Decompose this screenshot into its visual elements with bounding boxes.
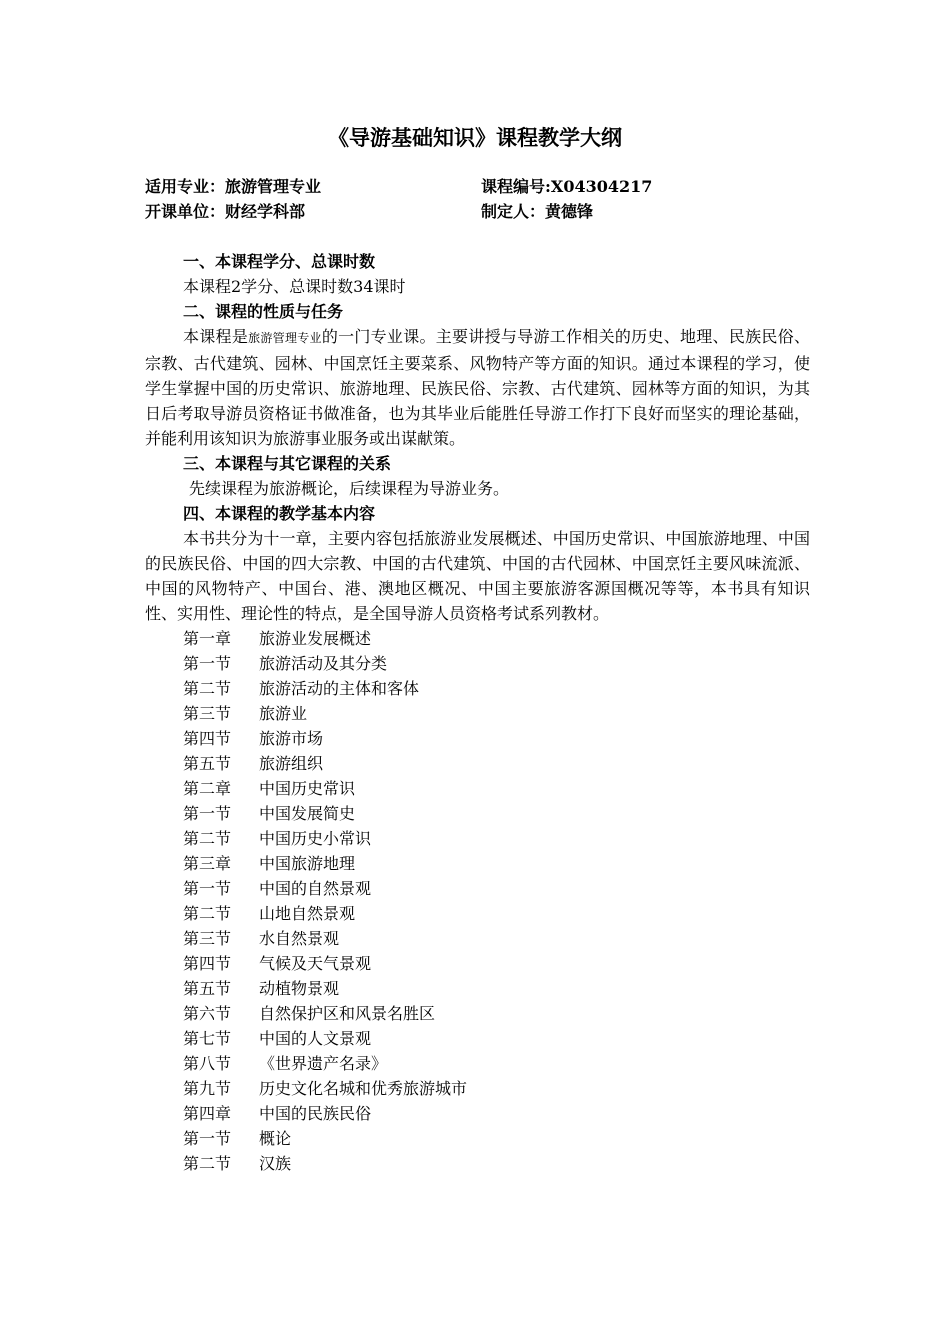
toc-row <box>145 1001 810 1026</box>
toc-title: 旅游活动及其分类 <box>259 654 388 673</box>
toc-title: 旅游活动的主体和客体 <box>259 679 420 698</box>
document-title: 《导游基础知识》课程教学大纲 <box>328 125 622 150</box>
toc-number: 第九节 <box>183 1079 232 1098</box>
toc-row <box>145 1101 810 1126</box>
meta-department: 开课单位：财经学科部 <box>145 202 306 221</box>
section-2-text-major: 旅游管理专业 <box>248 331 322 345</box>
toc-title: 中国发展简史 <box>259 804 356 823</box>
toc-number: 第二节 <box>183 829 232 848</box>
toc-number: 第七节 <box>183 1029 232 1048</box>
toc-title: 旅游业发展概述 <box>259 629 372 648</box>
toc-row <box>145 976 810 1001</box>
toc-number: 第六节 <box>183 1004 232 1023</box>
toc-row <box>145 726 810 751</box>
meta-major: 适用专业：旅游管理专业 <box>145 177 322 196</box>
toc-row <box>145 1026 810 1051</box>
toc-number: 第二节 <box>183 904 232 923</box>
toc-title: 中国历史常识 <box>259 779 356 798</box>
section-3-text: 先续课程为旅游概论，后续课程为导游业务。 <box>189 479 510 498</box>
toc-row <box>145 851 810 876</box>
toc-title: 中国的人文景观 <box>259 1029 372 1048</box>
toc-row <box>145 626 810 651</box>
toc-row <box>145 876 810 901</box>
toc-row <box>145 1051 810 1076</box>
toc-row <box>145 676 810 701</box>
toc-title: 中国旅游地理 <box>259 854 356 873</box>
toc-number: 第五节 <box>183 754 232 773</box>
toc-title: 旅游市场 <box>259 729 324 748</box>
toc-number: 第四节 <box>183 954 232 973</box>
toc-row <box>145 751 810 776</box>
section-4-text: 本书共分为十一章，主要内容包括旅游业发展概述、中国历史常识、中国旅游地理、中国的民族民俗、中国的四大宗教、中国的古代建筑、中国的古代园林、中国烹饪主要风味流派、中国的风物特产、中国台、港、澳地区概况、中国主要旅游客源国概况等等，本书具有知识性、实用性、理论性的特点，是全国导游人员资格考试系列教材。 <box>145 529 810 623</box>
toc-title: 《世界遗产名录》 <box>259 1054 388 1073</box>
section-1-text: 本课程2学分、总课时数34课时 <box>183 277 406 296</box>
toc-number: 第一节 <box>183 879 232 898</box>
toc-row <box>145 801 810 826</box>
toc-title: 汉族 <box>259 1154 292 1173</box>
toc-row <box>145 951 810 976</box>
toc-title: 中国的民族民俗 <box>259 1104 372 1123</box>
toc-title: 自然保护区和风景名胜区 <box>259 1004 436 1023</box>
toc-number: 第二章 <box>183 779 232 798</box>
toc-row <box>145 826 810 851</box>
toc-number: 第一节 <box>183 804 232 823</box>
toc-title: 中国历史小常识 <box>259 829 372 848</box>
toc-number: 第二节 <box>183 679 232 698</box>
section-4-heading: 四、本课程的教学基本内容 <box>183 504 376 523</box>
toc-title: 旅游业 <box>259 704 308 723</box>
toc-row <box>145 1126 810 1151</box>
toc-title: 动植物景观 <box>259 979 340 998</box>
document-body <box>145 249 810 1176</box>
section-2-text <box>145 324 810 451</box>
toc-title: 气候及天气景观 <box>259 954 372 973</box>
meta-author: 制定人：黄德锋 <box>481 202 594 221</box>
toc-number: 第一章 <box>183 629 232 648</box>
toc-number: 第五节 <box>183 979 232 998</box>
toc-row <box>145 701 810 726</box>
toc-row <box>145 901 810 926</box>
toc-number: 第一节 <box>183 654 232 673</box>
section-3-heading: 三、本课程与其它课程的关系 <box>183 454 392 473</box>
table-of-contents <box>145 626 810 1176</box>
toc-title: 概论 <box>259 1129 292 1148</box>
section-2-text-b: 的一门专业课。主要讲授与导游工作相关的历史、地理、民族民俗、宗教、古代建筑、园林、中国烹饪主要菜系、风物特产等方面的知识。通过本课程的学习，使学生掌握中国的历史常识、旅游地理、民族民俗、宗教、古代建筑、园林等方面的知识，为其日后考取导游员资格证书做准备，也为其毕业后能胜任导游工作打下良好而坚实的理论基础，并能利用该知识为旅游事业服务或出谋献策。 <box>145 327 810 448</box>
toc-row <box>145 651 810 676</box>
toc-title: 中国的自然景观 <box>259 879 372 898</box>
toc-row <box>145 1076 810 1101</box>
toc-title: 历史文化名城和优秀旅游城市 <box>259 1079 468 1098</box>
meta-course-code: 课程编号:X04304217 <box>481 177 653 196</box>
toc-number: 第三节 <box>183 704 232 723</box>
toc-row <box>145 926 810 951</box>
toc-number: 第四节 <box>183 729 232 748</box>
toc-title: 水自然景观 <box>259 929 340 948</box>
section-2-heading: 二、课程的性质与任务 <box>183 302 344 321</box>
section-2-text-a: 本课程是 <box>183 327 249 346</box>
toc-number: 第八节 <box>183 1054 232 1073</box>
toc-number: 第四章 <box>183 1104 232 1123</box>
toc-number: 第一节 <box>183 1129 232 1148</box>
toc-row <box>145 776 810 801</box>
toc-number: 第三节 <box>183 929 232 948</box>
toc-number: 第三章 <box>183 854 232 873</box>
toc-row <box>145 1151 810 1176</box>
section-1-heading: 一、本课程学分、总课时数 <box>183 252 376 271</box>
toc-title: 旅游组织 <box>259 754 324 773</box>
toc-number: 第二节 <box>183 1154 232 1173</box>
toc-title: 山地自然景观 <box>259 904 356 923</box>
